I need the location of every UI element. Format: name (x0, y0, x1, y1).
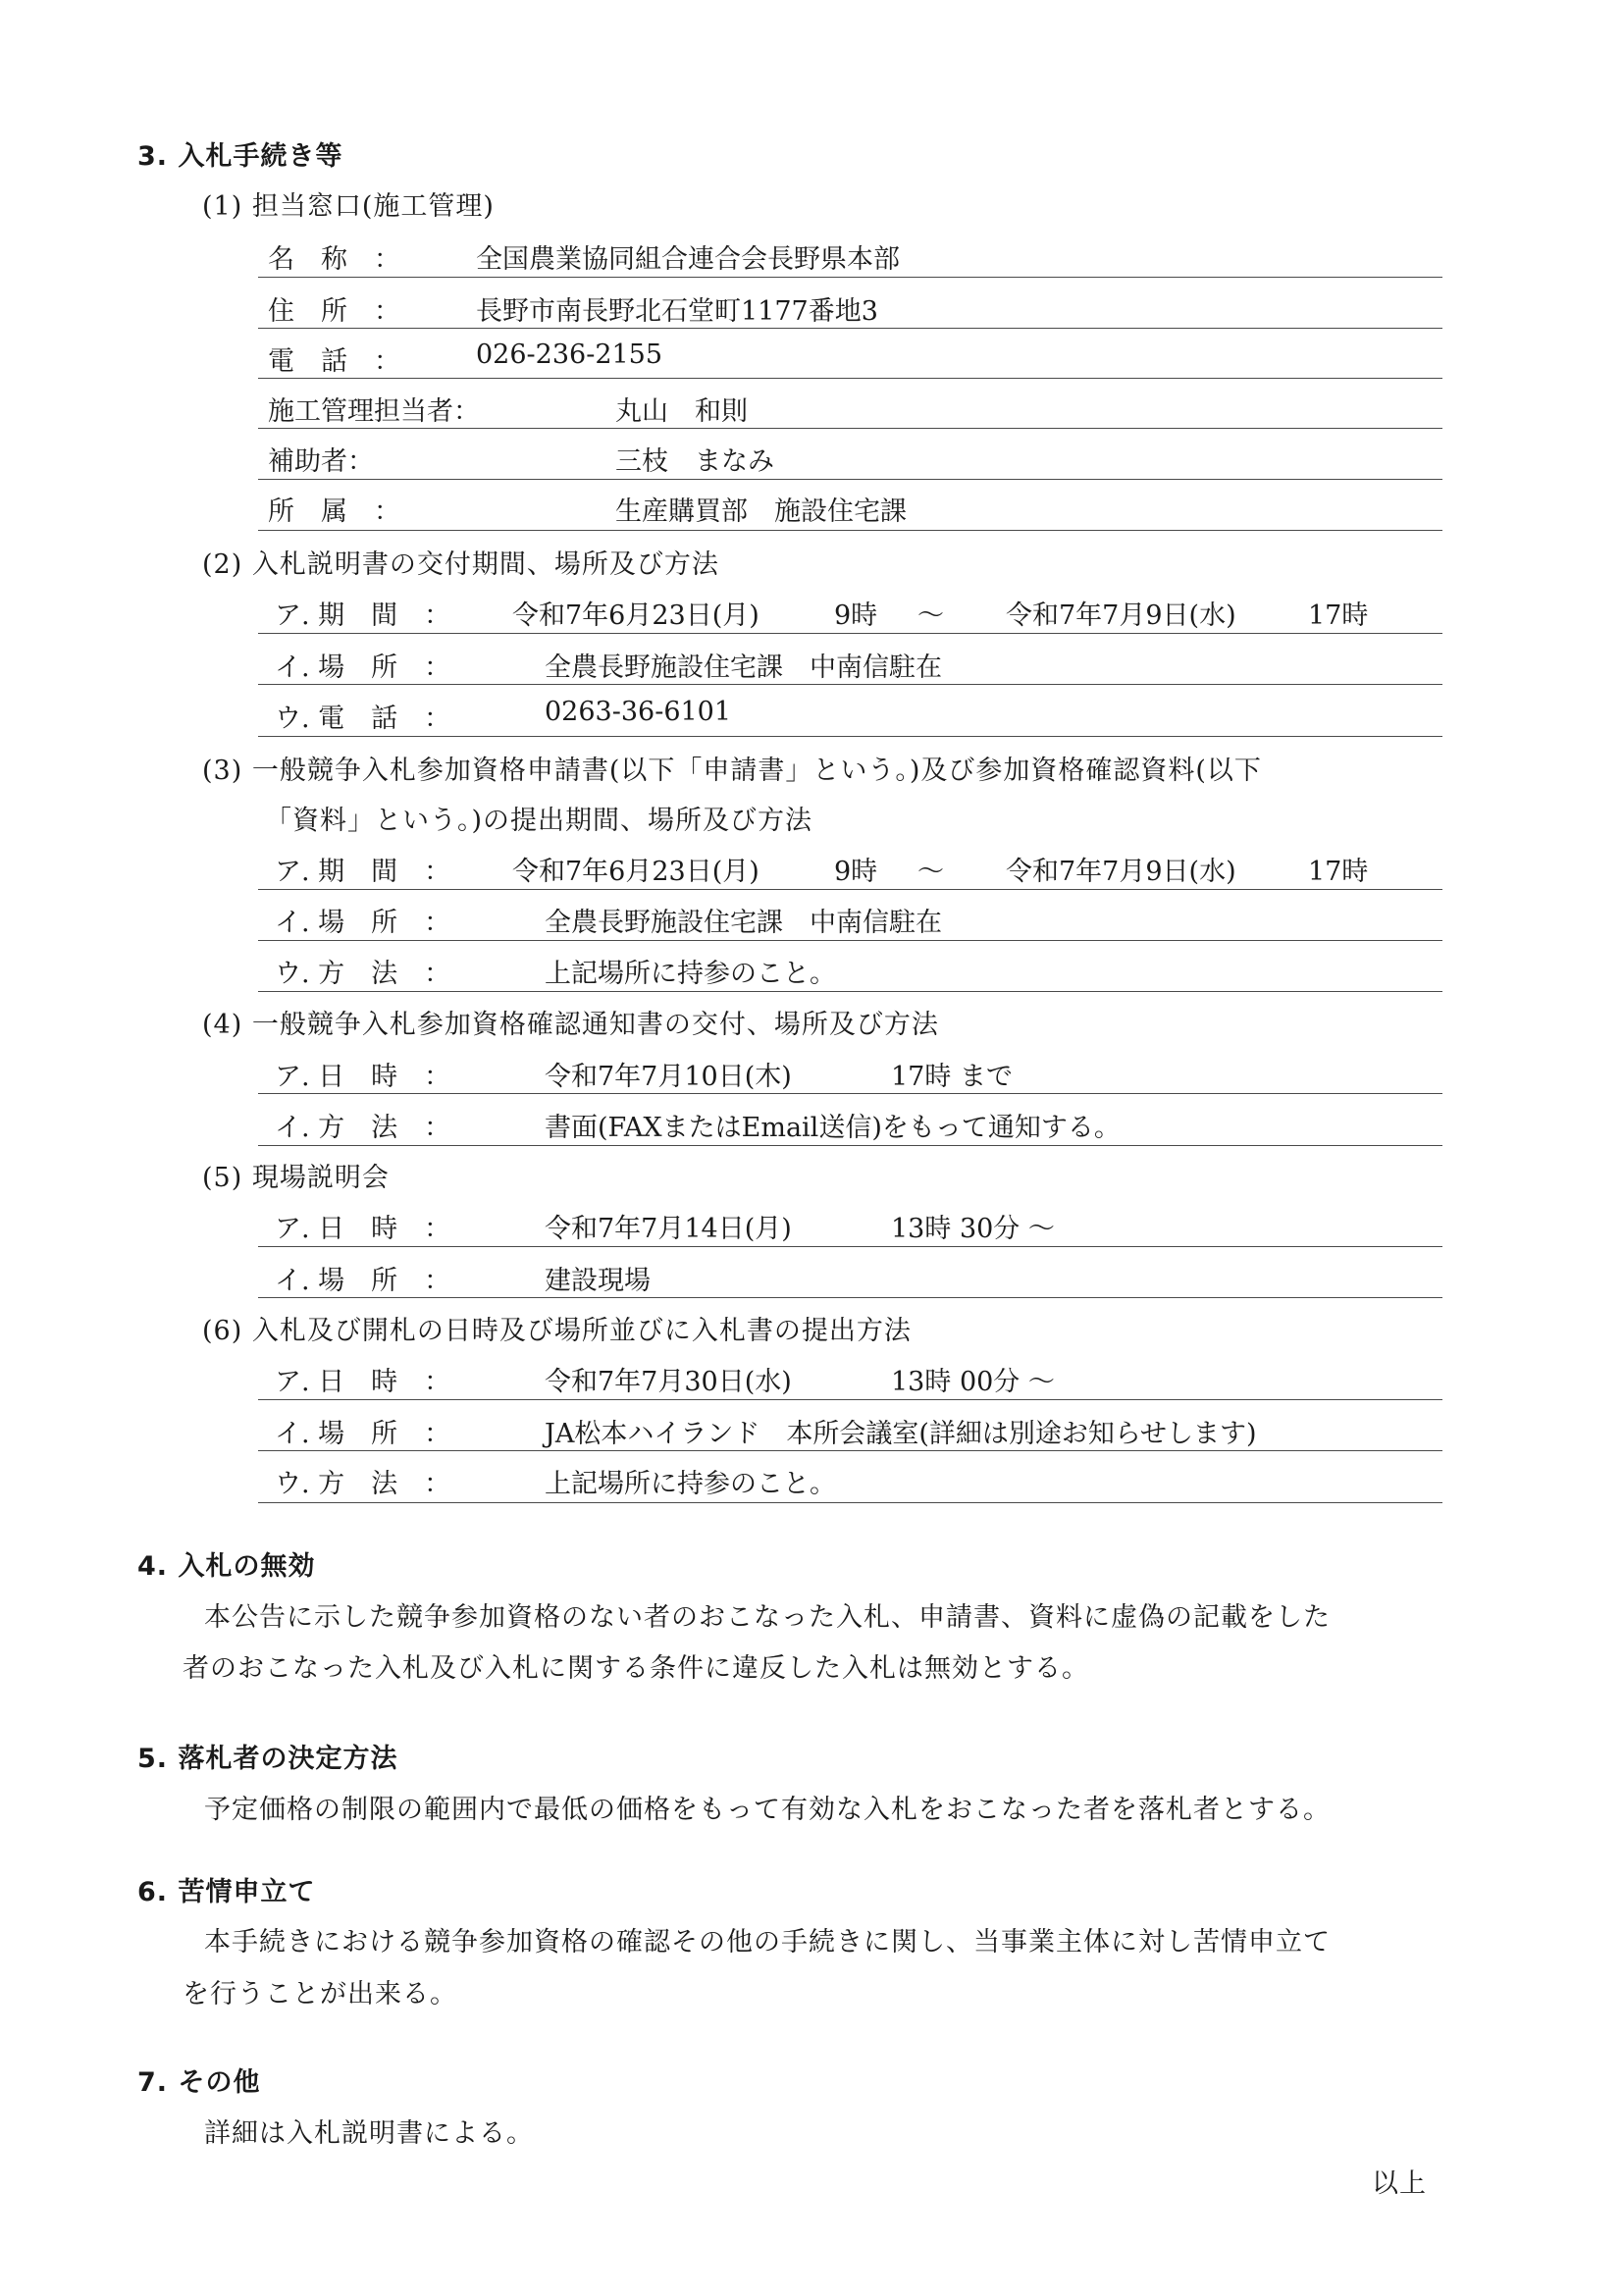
sub-3-title-line2: 「資料」という。)の提出期間、場所及び方法 (265, 806, 813, 836)
divider (258, 277, 1442, 278)
divider (258, 736, 1442, 737)
divider (258, 633, 1442, 634)
section-6-line2: を行うことが出来る。 (183, 1979, 457, 2009)
sub-3-title-line1: (3) 一般競争入札参加資格申請書(以下「申請書」という。)及び参加資格確認資料(以下 (202, 756, 1262, 786)
divider (258, 1450, 1442, 1451)
submit-place-label: イ. 場 所 ： (275, 908, 451, 938)
section-4-line2: 者のおこなった入札及び入札に関する条件に違反した入札は無効とする。 (183, 1653, 1089, 1684)
submit-period-label: ア. 期 間 ： (275, 857, 451, 887)
sub-1-title: (1) 担当窓口(施工管理) (202, 191, 495, 222)
issue-start-date: 令和7年6月23日(月) (512, 600, 759, 631)
opening-date: 令和7年7月30日(水) (545, 1367, 792, 1397)
submit-place-value: 全農長野施設住宅課 中南信駐在 (545, 908, 942, 938)
sub-2-title: (2) 入札説明書の交付期間、場所及び方法 (202, 549, 719, 580)
opening-method-value: 上記場所に持参のこと。 (545, 1469, 836, 1499)
submit-method-label: ウ. 方 法 ： (275, 959, 451, 989)
contact-phone-label: 電 話 ： (268, 346, 400, 377)
issue-start-time: 9時 (834, 600, 878, 631)
submit-end-date: 令和7年7月9日(水) (1006, 857, 1236, 887)
issue-phone-label: ウ. 電 話 ： (275, 704, 451, 734)
divider (258, 940, 1442, 941)
contact-name-value: 全国農業協同組合連合会長野県本部 (476, 244, 900, 275)
briefing-datetime-label: ア. 日 時 ： (275, 1214, 451, 1244)
section-4-heading: 4. 入札の無効 (137, 1551, 316, 1582)
manager-value: 丸山 和則 (615, 396, 748, 427)
divider (258, 328, 1442, 329)
section-6-line1: 本手続きにおける競争参加資格の確認その他の手続きに関し、当事業主体に対し苦情申立て (204, 1927, 1331, 1957)
divider (258, 1399, 1442, 1400)
divider (258, 1093, 1442, 1094)
section-5-line1: 予定価格の制限の範囲内で最低の価格をもって有効な入札をおこなった者を落札者とする。 (204, 1795, 1331, 1825)
section-6-heading: 6. 苦情申立て (137, 1877, 316, 1907)
manager-label: 施工管理担当者： (268, 396, 480, 427)
divider (258, 530, 1442, 531)
divider (258, 684, 1442, 685)
section-3-heading: 3. 入札手続き等 (137, 141, 343, 172)
divider (258, 1145, 1442, 1146)
issue-tilde: ～ (917, 600, 944, 631)
divider (258, 479, 1442, 480)
submit-tilde: ～ (917, 857, 944, 887)
submit-end-time: 17時 (1308, 857, 1369, 887)
notice-date: 令和7年7月10日(木) (545, 1062, 792, 1092)
opening-place-label: イ. 場 所 ： (275, 1419, 451, 1449)
briefing-place-label: イ. 場 所 ： (275, 1266, 451, 1296)
notice-method-label: イ. 方 法 ： (275, 1113, 451, 1143)
opening-method-label: ウ. 方 法 ： (275, 1469, 451, 1499)
contact-name-label: 名 称 ： (268, 244, 400, 275)
section-7-heading: 7. その他 (137, 2067, 261, 2098)
divider (258, 1297, 1442, 1298)
sub-4-title: (4) 一般競争入札参加資格確認通知書の交付、場所及び方法 (202, 1010, 939, 1040)
section-7-line1: 詳細は入札説明書による。 (204, 2118, 534, 2149)
sub-6-title: (6) 入札及び開札の日時及び場所並びに入札書の提出方法 (202, 1316, 912, 1346)
submit-start-date: 令和7年6月23日(月) (512, 857, 759, 887)
contact-phone-value: 026-236-2155 (476, 339, 663, 370)
submit-start-time: 9時 (834, 857, 878, 887)
closing-text: 以上 (1372, 2168, 1427, 2199)
notice-datetime-label: ア. 日 時 ： (275, 1062, 451, 1092)
divider (258, 378, 1442, 379)
section-4-line1: 本公告に示した競争参加資格のない者のおこなった入札、申請書、資料に虚偽の記載をした (204, 1602, 1331, 1633)
issue-period-label: ア. 期 間 ： (275, 600, 451, 631)
briefing-date: 令和7年7月14日(月) (545, 1214, 792, 1244)
department-label: 所 属 ： (268, 496, 400, 527)
opening-place-value: JA松本ハイランド 本所会議室(詳細は別途お知らせします) (545, 1419, 1257, 1449)
submit-method-value: 上記場所に持参のこと。 (545, 959, 836, 989)
issue-end-date: 令和7年7月9日(水) (1006, 600, 1236, 631)
issue-phone-value: 0263-36-6101 (545, 697, 732, 727)
notice-time: 17時 まで (891, 1062, 1013, 1092)
assistant-value: 三枝 まなみ (615, 446, 774, 477)
divider (258, 1246, 1442, 1247)
opening-datetime-label: ア. 日 時 ： (275, 1367, 451, 1397)
notice-method-value: 書面(FAXまたはEmail送信)をもって通知する。 (545, 1113, 1121, 1143)
opening-time: 13時 00分 ～ (891, 1367, 1055, 1397)
assistant-label: 補助者： (268, 446, 374, 477)
divider (258, 428, 1442, 429)
section-5-heading: 5. 落札者の決定方法 (137, 1744, 398, 1774)
briefing-time: 13時 30分 ～ (891, 1214, 1055, 1244)
issue-end-time: 17時 (1308, 600, 1369, 631)
issue-place-value: 全農長野施設住宅課 中南信駐在 (545, 652, 942, 683)
briefing-place-value: 建設現場 (545, 1266, 651, 1296)
contact-address-label: 住 所 ： (268, 296, 400, 327)
contact-address-value: 長野市南長野北石堂町1177番地3 (476, 296, 878, 327)
divider (258, 889, 1442, 890)
sub-5-title: (5) 現場説明会 (202, 1163, 390, 1193)
divider (258, 991, 1442, 992)
issue-place-label: イ. 場 所 ： (275, 652, 451, 683)
divider (258, 1502, 1442, 1503)
department-value: 生産購買部 施設住宅課 (615, 496, 907, 527)
